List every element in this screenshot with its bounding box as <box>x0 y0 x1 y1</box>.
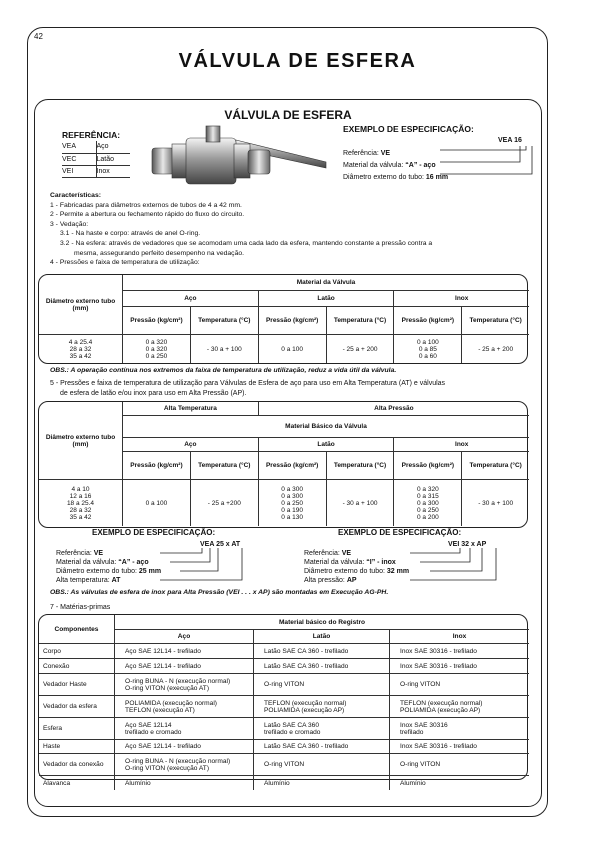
group-header: Alta Pressão <box>259 402 529 416</box>
table-cell: - 30 a + 100 <box>327 480 395 526</box>
list-item: 2 - Permite a abertura ou fechamento rápido do fluxo do circuito. <box>50 211 245 219</box>
column-header: Componentes <box>39 615 115 644</box>
temperature-header: Temperatura (°C) <box>462 452 529 480</box>
table-cell: - 25 a +200 <box>191 480 259 526</box>
example-label: Material da válvula: <box>343 162 406 169</box>
table-row <box>39 696 529 718</box>
group-header: Alta Temperatura <box>123 402 259 416</box>
example-value: 25 mm <box>138 568 162 575</box>
example-label: Alta pressão: <box>304 577 347 584</box>
table-cell: Inox SAE 30316 trefilado <box>390 718 529 740</box>
table-cell: 0 a 320 0 a 320 0 a 250 <box>123 335 191 363</box>
table-cell: 4 a 25.4 28 a 32 35 a 42 <box>39 335 123 363</box>
list-item: 3.2 - Na esfera: através de vedadores que se acomodam uma cada lado da esfera, mantendo constante a pressão contra a <box>60 239 433 247</box>
ref-material: Inox <box>96 165 130 177</box>
example-title: EXEMPLO DE ESPECIFICAÇÃO: <box>338 528 462 537</box>
reference-table <box>62 141 130 178</box>
component-name: Corpo <box>39 644 115 659</box>
example-leader-lines <box>160 548 250 588</box>
example-value: AT <box>111 577 121 584</box>
pressure-header: Pressão (kg/cm²) <box>123 452 191 480</box>
example-code: VEI 32 x AP <box>448 541 487 548</box>
pressure-header: Pressão (kg/cm²) <box>123 307 191 335</box>
example-label: Material da válvula: <box>304 559 367 566</box>
example-value: VE <box>380 150 391 157</box>
example-label: Referência: <box>343 150 381 157</box>
material-header: Inox <box>394 438 529 452</box>
table-cell: Alumínio <box>254 776 390 790</box>
obs-note: OBS.: A operação contínua nos extremos da faixa de temperatura de utilização, reduz a vida útil da válvula. <box>50 367 397 374</box>
materials-table <box>38 614 528 787</box>
ball-valve-image <box>148 122 328 194</box>
table-cell: O-ring VITON <box>254 754 390 776</box>
example-value: AP <box>346 577 357 584</box>
table-cell: 4 a 10 12 a 16 18 a 25.4 28 a 32 35 a 42 <box>39 480 123 526</box>
ref-material: Latão <box>96 153 130 165</box>
item-5-line1: 5 - Pressões e faixa de temperatura de utilização para Válvulas de Esfera de aço para uso em Alta Temperatura (AT) e válvulas <box>50 380 446 387</box>
list-item: 3 - Vedação: <box>50 220 89 228</box>
ref-material: Aço <box>96 141 130 153</box>
table-cell: Aço SAE 12L14 - trefilado <box>115 644 254 659</box>
example-title: EXEMPLO DE ESPECIFICAÇÃO: <box>343 124 474 134</box>
features-list <box>50 191 530 268</box>
component-name: Vedador da esfera <box>39 696 115 718</box>
component-name: Conexão <box>39 659 115 674</box>
table-cell: Latão SAE CA 360 - trefilado <box>254 659 390 674</box>
table-cell: O-ring VITON <box>390 674 529 696</box>
temperature-header: Temperatura (°C) <box>191 307 259 335</box>
example-code: VEA 16 <box>498 137 522 144</box>
table-row <box>62 165 130 177</box>
table-cell: Aço SAE 12L14 - trefilado <box>115 740 254 754</box>
temperature-header: Temperatura (°C) <box>191 452 259 480</box>
example-label: Referência: <box>304 550 342 557</box>
table-row <box>39 776 529 790</box>
example-value: 32 mm <box>386 568 410 575</box>
ref-code: VEI <box>62 165 96 177</box>
example-label: Material da válvula: <box>56 559 119 566</box>
table-cell: - 25 a + 200 <box>327 335 395 363</box>
ref-code: VEC <box>62 153 96 165</box>
example-code: VEA 25 x AT <box>200 541 241 548</box>
example-label: Referência: <box>56 550 94 557</box>
pressure-header: Pressão (kg/cm²) <box>394 452 462 480</box>
material-header: Aço <box>123 291 259 307</box>
example-label: Diâmetro externo do tubo: <box>304 568 387 575</box>
group-header: Material da Válvula <box>123 275 529 291</box>
component-name: Haste <box>39 740 115 754</box>
table-row <box>39 718 529 740</box>
table-row <box>62 153 130 165</box>
example-label: Alta temperatura: <box>56 577 112 584</box>
material-header: Latão <box>259 438 395 452</box>
example-value: VE <box>341 550 352 557</box>
pressure-header: Pressão (kg/cm²) <box>259 307 327 335</box>
example-value: “A” - aço <box>118 559 149 566</box>
list-item: 4 - Pressões e faixa de temperatura de utilização: <box>50 259 200 267</box>
list-item: mesma, assegurando perfeito desempenho na vedação. <box>74 249 245 257</box>
material-header: Aço <box>123 438 259 452</box>
obs-note: OBS.: As válvulas de esfera de inox para Alta Pressão (VEI . . . x AP) são montadas em Execução AG-PH. <box>50 589 389 596</box>
table-cell: Latão SAE CA 360 trefilado e cromado <box>254 718 390 740</box>
table-cell: Latão SAE CA 360 - trefilado <box>254 740 390 754</box>
page-title: VÁLVULA DE ESFERA <box>178 50 417 72</box>
table-cell: 0 a 100 0 a 85 0 a 60 <box>394 335 462 363</box>
table-cell: TEFLON (execução normal) POLIAMIDA (execução AP) <box>254 696 390 718</box>
table-cell: Inox SAE 30316 - trefilado <box>390 644 529 659</box>
example-title: EXEMPLO DE ESPECIFICAÇÃO: <box>92 528 216 537</box>
table-cell: - 25 a + 200 <box>478 345 514 353</box>
table-cell: Aço SAE 12L14 trefilado e cromado <box>115 718 254 740</box>
list-item: 3.1 - Na haste e corpo: através de anel O-ring. <box>60 230 201 238</box>
example-value: “I” - inox <box>366 559 396 566</box>
component-name: Esfera <box>39 718 115 740</box>
table-row <box>62 141 130 153</box>
component-name: Alavanca <box>39 776 115 790</box>
group-header: Material básico do Registro <box>115 615 529 630</box>
table-cell: - 30 a + 100 <box>191 335 259 363</box>
list-item: 1 - Fabricadas para diâmetros externos de tubos de 4 a 42 mm. <box>50 201 242 209</box>
example-label: Diâmetro externo do tubo: <box>343 174 426 181</box>
pressure-table <box>38 274 528 364</box>
table-cell: Latão SAE CA 360 - trefilado <box>254 644 390 659</box>
table-cell: Aço SAE 12L14 - trefilado <box>115 659 254 674</box>
table-row <box>39 659 529 674</box>
table-row <box>39 740 529 754</box>
table-cell: O-ring BUNA - N (execução normal) O-ring VITON (execução AT) <box>115 674 254 696</box>
component-name: Vedador Haste <box>39 674 115 696</box>
table-cell: O-ring BUNA - N (execução normal) O-ring VITON (execução AT) <box>115 754 254 776</box>
example-value: 16 mm <box>425 174 449 181</box>
table-cell: Alumínio <box>400 779 426 787</box>
table-cell: 0 a 320 0 a 315 0 a 300 0 a 250 0 a 200 <box>394 480 462 526</box>
table-row <box>39 754 529 776</box>
example-leader-lines <box>440 146 535 184</box>
example-label: Diâmetro externo do tubo: <box>56 568 139 575</box>
component-name: Vedador da conexão <box>39 754 115 776</box>
table-row <box>39 674 529 696</box>
section-title: VÁLVULA DE ESFERA <box>224 108 352 122</box>
material-header: Inox <box>394 291 529 307</box>
column-header: Diâmetro externo tubo (mm) <box>39 275 123 335</box>
reference-title: REFERÊNCIA: <box>62 130 121 140</box>
high-pressure-table <box>38 401 528 528</box>
temperature-header: Temperatura (°C) <box>327 452 395 480</box>
column-header: Diâmetro externo tubo (mm) <box>39 402 123 480</box>
example-lines <box>304 549 409 585</box>
example-leader-lines <box>410 548 502 588</box>
material-header: Latão <box>259 291 395 307</box>
table-cell: POLIAMIDA (execução normal) TEFLON (execução AT) <box>115 696 254 718</box>
table-cell: Alumínio <box>115 776 254 790</box>
page-number: 42 <box>34 32 43 41</box>
ref-code: VEA <box>62 141 96 153</box>
features-title: Características: <box>50 192 102 199</box>
example-value: “A” - aço <box>405 162 436 169</box>
material-header: Aço <box>115 630 254 644</box>
example-lines <box>343 148 448 184</box>
pressure-header: Pressão (kg/cm²) <box>394 307 462 335</box>
table-cell: O-ring VITON <box>254 674 390 696</box>
table-cell: 0 a 300 0 a 300 0 a 250 0 a 190 0 a 130 <box>259 480 327 526</box>
table-cell: - 30 a + 100 <box>478 499 514 507</box>
example-lines <box>56 549 161 585</box>
material-header: Inox <box>390 630 529 644</box>
material-header: Latão <box>254 630 390 644</box>
pressure-header: Pressão (kg/cm²) <box>259 452 327 480</box>
temperature-header: Temperatura (°C) <box>327 307 395 335</box>
table-cell: O-ring VITON <box>390 754 529 776</box>
table-cell: Inox SAE 30316 - trefilado <box>390 659 529 674</box>
group-header: Material Básico da Válvula <box>123 416 529 438</box>
table-cell: 0 a 100 <box>259 335 327 363</box>
table-cell: 0 a 100 <box>123 480 191 526</box>
example-value: VE <box>93 550 104 557</box>
table-row <box>39 644 529 659</box>
table-cell: TEFLON (execução normal) POLIAMIDA (execução AP) <box>390 696 529 718</box>
item-7: 7 - Matérias-primas <box>50 604 111 611</box>
item-5-line2: de esfera de latão e/ou inox para uso em Alta Pressão (AP). <box>60 390 247 397</box>
temperature-header: Temperatura (°C) <box>462 307 529 335</box>
table-cell: Inox SAE 30316 - trefilado <box>390 740 529 754</box>
